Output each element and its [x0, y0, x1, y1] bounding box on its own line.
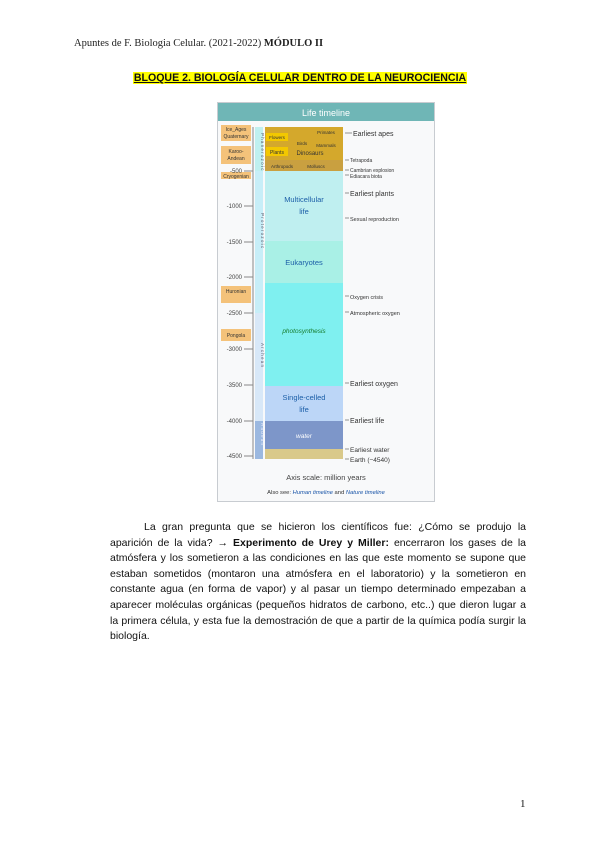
life-timeline-diagram	[218, 103, 434, 501]
also-see-prefix: Also see:	[267, 490, 293, 496]
molluscs-label: Molluscs	[307, 164, 325, 169]
tick-500: -500	[229, 169, 242, 175]
dinosaurs-label: Dinosaurs	[296, 151, 324, 157]
axis-scale-label: Axis scale: million years	[286, 473, 366, 482]
tick-3000: -3000	[226, 347, 242, 353]
plants-label: Plants	[270, 150, 284, 156]
ediacara-event: Ediacara biota	[350, 174, 382, 180]
birds-label: Birds	[296, 141, 308, 146]
course-name: Apuntes de F. Biologia Celular. (2021-2022)	[74, 38, 262, 49]
atmospheric-oxygen-event: Atmospheric oxygen	[350, 311, 400, 317]
ice-ages-label: Ice_Ages	[225, 127, 247, 133]
module-name: MÓDULO II	[263, 38, 324, 49]
archean-label: A r c h e a n	[260, 343, 265, 368]
section-title	[0, 72, 600, 84]
multicellular-life-label: life	[299, 207, 309, 216]
phanerozoic-label: P h a n e r o z o i c	[260, 133, 265, 171]
proterozoic-label: P r o t e r o z o i c	[260, 213, 265, 249]
running-header	[74, 38, 323, 49]
also-see-line	[267, 490, 385, 496]
and-text: and	[332, 490, 346, 496]
body-rest: encerraron los gases de la atmósfera y los sometieron a las condiciones en las que este momento se supone que estaban sometidos (montaron una atmósfera en el laboratorio) y la sometieron en constante agua (en forma de vapor) y al pasar un tiempo determinado empezaban a aparecer moléculas orgánicas (pequeños hidratos de carbono, etc..) que dieron lugar a la primera célula, y esta fue la demostración de que a partir de la química podía surgir la biología.	[110, 536, 526, 643]
water-label: water	[296, 433, 312, 440]
earliest-oxygen-event: Earliest oxygen	[350, 381, 398, 388]
single-celled-life-label: life	[299, 405, 309, 414]
oxygen-crisis-event: Oxygen crisis	[350, 295, 384, 301]
arthropods-label: Arthropods	[270, 164, 294, 169]
single-celled-label: Single-celled	[282, 393, 326, 402]
tick-4500: -4500	[226, 454, 242, 460]
earliest-plants-event: Earliest plants	[350, 191, 394, 198]
earliest-life-event: Earliest life	[350, 418, 385, 425]
huronian-label: Huronian	[225, 289, 247, 295]
multicellular-label: Multicellular	[284, 195, 324, 204]
hadean-label: H a d e a n	[260, 423, 265, 446]
earth-formation-block	[265, 449, 343, 459]
flowers-label: Flowers	[269, 135, 285, 140]
tick-1000: -1000	[226, 204, 242, 210]
tick-3500: -3500	[226, 383, 242, 389]
single-celled-block	[265, 386, 343, 421]
multicellular-block	[265, 171, 343, 241]
sexual-reproduction-event: Sexual reproduction	[350, 217, 399, 223]
body-paragraph	[110, 520, 526, 645]
eukaryotes-label: Eukaryotes	[285, 258, 323, 267]
andean-label: Andean	[227, 156, 245, 162]
pongola-label: Pongola	[226, 333, 246, 339]
tetrapoda-event: Tetrapoda	[350, 158, 373, 164]
axis-ticks	[227, 169, 253, 460]
timeline-title: Life timeline	[301, 108, 351, 118]
tick-1500: -1500	[226, 240, 242, 246]
body-highlight: Experimento de Urey y Miller:	[233, 536, 389, 549]
section-title-text: BLOQUE 2. BIOLOGÍA CELULAR DENTRO DE LA NEUROCIENCIA	[133, 72, 467, 84]
page-number: 1	[520, 798, 526, 810]
tick-2500: -2500	[226, 311, 242, 317]
nature-timeline-link: Nature timeline	[345, 490, 385, 496]
photosynthesis-label: photosynthesis	[282, 328, 326, 335]
earth-event: Earth (−4540)	[350, 457, 390, 464]
cambrian-event: Cambrian explosion	[350, 168, 395, 174]
quaternary-label: Quaternary	[223, 134, 249, 140]
life-timeline-figure	[217, 102, 435, 502]
body-intro: La gran pregunta que se hicieron los científicos fue: ¿Cómo se produjo la aparición de la vida? →	[110, 521, 526, 549]
mammals-label: Mammals	[316, 143, 336, 148]
cryogenian-label: Cryogenian	[223, 174, 249, 180]
human-timeline-link: Human timeline	[292, 490, 333, 496]
earliest-apes-event: Earliest apes	[353, 131, 394, 138]
earliest-water-event: Earliest water	[350, 447, 390, 454]
karoo-label: Karoo-	[228, 149, 244, 155]
tick-4000: -4000	[226, 419, 242, 425]
tick-2000: -2000	[226, 275, 242, 281]
primates-label: Primates	[317, 130, 335, 135]
